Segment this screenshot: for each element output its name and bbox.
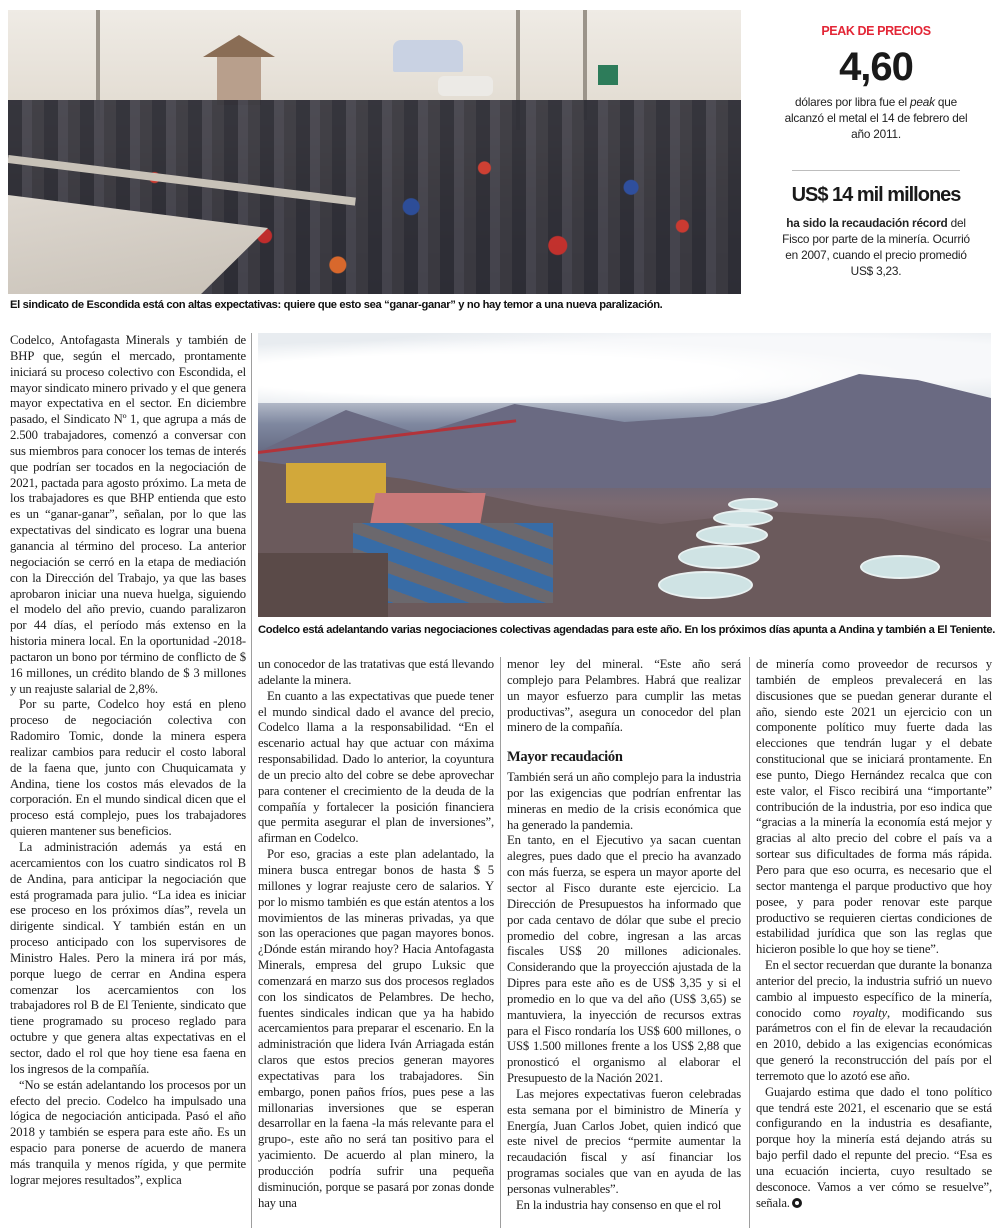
- foreground-rocks: [258, 553, 388, 617]
- thickener-tank: [860, 555, 940, 579]
- price-stats-sidebar: [776, 10, 976, 279]
- paragraph: “No se están adelantando los procesos por un efecto del precio. Codelco ha impulsado una lógica de negociación anticipada. Pasó el año 2018 y también se espera para este año. Es un espacio para ponerse de acuerdo de manera más tranquila y menos rígida, y que permite lograr mejores resultados”, explica: [10, 1077, 246, 1187]
- paragraph: Las mejores expectativas fueron celebradas esta semana por el biministro de Minería y Energía, Juan Carlos Jobet, quien indicó que este nivel de precios “permite aumentar la recaudación fiscal y así financiar los programas sociales que van en ayuda de las personas vulnerables”.: [507, 1086, 741, 1196]
- protest-march-photo: [8, 10, 741, 294]
- paragraph: En cuanto a las expectativas que puede tener el mundo sindical dado el avance del precio, Codelco llama a la responsabilidad. “En el escenario actual hay que actuar con máxima responsabilidad. Dado lo anterior, la coyuntura de un precio alto del cobre se debe aprovechar para contener el crecimiento de la deuda de la compañía y fortalecer la posición financiera que permita asegurar el plan de inversiones”, afirman en Codelco.: [258, 688, 494, 846]
- paragraph: Por su parte, Codelco hoy está en pleno proceso de negociación colectiva con Radomiro Tomic, donde la minera espera realizar cambios para reducir el costo laboral de la faena que, junto con Chuquicamata y Andina, tiene los costos más elevados de la corporación. En el mundo sindical dicen que el proceso está complejo, pues los trabajadores quieren mantener sus beneficios.: [10, 697, 246, 839]
- thickener-tank: [658, 571, 753, 599]
- photo-caption-mine: Codelco está adelantando varias negociaciones colectivas agendadas para este año. En los próximos días apunta a Andina y también a El Teniente.: [258, 624, 996, 636]
- road-sign: [598, 65, 618, 85]
- thickener-tank: [696, 525, 768, 545]
- record-revenue-value: US$ 14 mil millones: [791, 184, 961, 206]
- paragraph: En tanto, en el Ejecutivo ya sacan cuentan alegres, pues dado que el precio ha avanzado con más fuerza, se espera un mayor aporte del sector al Fisco durante este ejercicio. La Dirección de Presupuestos ha informado que por cada centavo de dólar que sube el precio promedio del cobre, ingresan a las arcas fiscales US$ 20 millones adicionales. Considerando que la proyección ajustada de la Dipres para este año es de US$ 3,35 y si el promedio en lo que va del año (US$ 3,65) se mantuviera, la inyección de recursos extras para el Fisco rondaría los US$ 600 millones, o US$ 1.500 millones frente a los US$ 2,88 que pronosticó el organismo al elaborar el Presupuesto de la Nación 2021.: [507, 833, 741, 1086]
- paragraph: También será un año complejo para la industria por las exigencias que podrían enfrentar las mineras en medio de la crisis económica que ha generado la pandemia.: [507, 770, 741, 832]
- paragraph: La administración además ya está en acercamientos con los cuatro sindicatos rol B de Andina, para anticipar la negociación que está programada para julio. “La idea es iniciar ese proceso en los próximos días”, revela un dirigente sindical. Y también están en un proceso anticipado con los supervisores de Ministro Hales. Pero la minera irá por más, porque luego de cerrar en Andina espera comenzar los acercamientos con los trabajadores rol B de El Teniente, sindicato que tiene programado su proceso reglado para octubre y que genera altas expectativas en el sector, dado el rol que hoy tiene esa faena en los ingresos de la compañía.: [10, 840, 246, 1076]
- sidebar-divider: [792, 170, 960, 171]
- article-column-2: [258, 657, 494, 1212]
- paragraph: En la industria hay consenso en que el rol: [516, 1197, 722, 1212]
- end-of-article-icon: [792, 1198, 802, 1208]
- paragraph: un conocedor de las tratativas que está llevando adelante la minera.: [258, 657, 494, 687]
- guard-hut: [203, 35, 275, 105]
- paragraph: menor ley del mineral. “Este año será complejo para Pelambres. Habrá que realizar un mayor esfuerzo para cumplir las metas productivas”, asegura un conocedor del plan minero de la compañía.: [507, 657, 741, 735]
- pickup-truck: [438, 76, 493, 96]
- article-column-4: [756, 657, 992, 1212]
- sidebar-kicker: PEAK DE PRECIOS: [821, 24, 931, 38]
- paragraph: Por eso, gracias a este plan adelantado, la minera busca entregar bonos de hasta $ 5 millones y lograr reajuste cero de salarios. Y por lo mismo también es que están atentos a los movimientos de las mineras privadas, ya que son las operaciones que pagan mayores bonos. ¿Dónde están mirando hoy? Hacia Antofagasta Minerals, empresa del grupo Luksic que comenzará en marzo sus dos procesos reglados con los sindicatos de Pelambres. De hecho, fuentes sindicales indican que ya ha habido acercamientos para preparar el escenario. En la administración que lidera Iván Arriagada están claros que estos precios generan mayores expectativas para los trabajadores. Sin embargo, ponen paños fríos, pues pese a las millonarias inversiones que se esperan desarrollar en la faena -la más relevante para el grupo-, este año no será tan positivo para el yacimiento. De acuerdo al plan minero, la producción podría sufrir una pequeña disminución, porque se pasará por zonas donde hay una: [258, 847, 494, 1210]
- paragraph: En el sector recuerdan que durante la bonanza anterior del precio, la industria sufrió un nuevo cambio al impuesto específico de la minería, conocido como royalty, modificando sus parámetros con el fin de elevar la recaudación en 2010, debido a las exigencias económicas que generó la reconstrucción del país por el terremoto que lo azotó ese año.: [756, 958, 992, 1083]
- article-column-3: [507, 657, 741, 1214]
- yellow-plant-building: [286, 463, 386, 503]
- mine-plant-photo: [258, 333, 991, 617]
- column-rule: [500, 657, 501, 1228]
- record-revenue-description: ha sido la recaudación récord del Fisco por parte de la minería. Ocurrió en 2007, cuando el precio promedió US$ 3,23.: [782, 216, 970, 278]
- peak-price-description: dólares por libra fue el peak que alcanzó el metal el 14 de febrero del año 2011.: [784, 95, 968, 141]
- pink-roof-building: [370, 493, 485, 523]
- thickener-tank: [728, 498, 778, 511]
- column-rule: [749, 657, 750, 1228]
- dusty-sky: [8, 10, 741, 105]
- paragraph: Codelco, Antofagasta Minerals y también de BHP que, según el mercado, prontamente iniciará su proceso colectivo con Escondida, el mayor sindicato minero privado y el que genera mayor expectativa en el sector. En diciembre pasado, el Sindicato Nº 1, que agrupa a más de 2.500 trabajadores, comenzó a conversar con sus miembros para conocer los temas de interés que podrían ser tocados en la negociación de 2021, pactada para agosto próximo. La meta de los trabajadores es que BHP entienda que esto es un “ganar-ganar”, señalan, por lo que las expectativas del sindicato es lograr una buena ganancia al término del proceso. La anterior negociación se cerró en la etapa de mediación con la Dirección del Trabajo, ya que las bases aprobaron iniciar una nueva huelga, siguiendo el modelo del año previo, cuando paralizaron por 44 días, el período más extenso en la historia minera local. En la oportunidad -2018- pactaron un bono por término de conflicto de $ 16 millones, un crédito blando de $ 3 millones y un reajuste salarial de 2,8%.: [10, 333, 246, 696]
- thickener-tank: [678, 545, 760, 569]
- photo-caption-top: El sindicato de Escondida está con altas expectativas: quiere que esto sea “ganar-ganar” y no hay temor a una nueva paralización.: [10, 299, 663, 311]
- paragraph: Guajardo estima que dado el tono político que tendrá este 2021, el escenario que se está configurando en la industria es desafiante, porque hoy la minería está dejando atrás su bajo perfil dado el repunte del precio. “Esa es una ecuación incierta, cuyo resultado se desconoce. Vamos a ver cómo se resuelve”, señala.: [756, 1084, 992, 1210]
- paragraph: de minería como proveedor de recursos y también de empleos prevalecerá en las discusiones que se puedan generar durante el año, siendo este 2021 un ejercicio con un componente político muy fuerte dada las elecciones que tendrán lugar y el debate constitucional que se iniciará prontamente. En ese punto, Diego Hernández recalca que con este valor, el Fisco recibirá una “importante” contribución de la industria, por eso indica que “gracias a la minería la economía está mejor y gracias al alto precio del cobre el país va a sortear sus dificultades de forma más rápida. Pero para que eso ocurra, es necesario que el sector mantenga el parque productivo que hoy posee, y para poder renovar este parque productivo se requieren ciertas condiciones de estabilidad jurídica que son las reglas que hicieron posible lo que hoy se tiene”.: [756, 657, 992, 957]
- column-rule: [251, 333, 252, 1228]
- thickener-tank: [713, 510, 773, 526]
- peak-price-value: 4,60: [839, 45, 913, 89]
- article-column-1: [10, 333, 246, 1189]
- section-subheading: Mayor recaudación: [507, 749, 623, 766]
- bus: [393, 40, 463, 72]
